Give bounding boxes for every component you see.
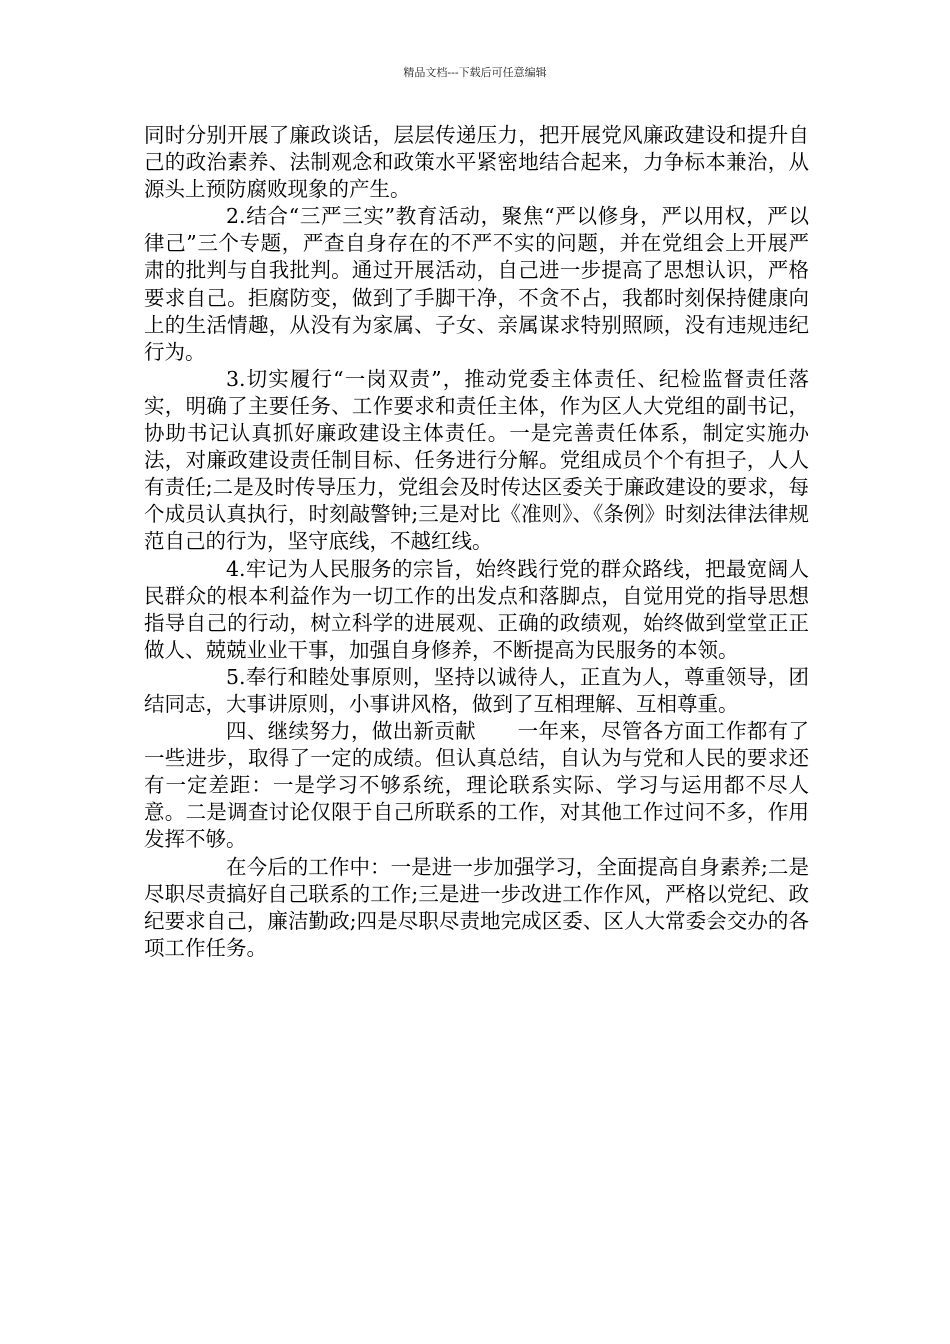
paragraph: 在今后的工作中：一是进一步加强学习，全面提高自身素养;二是尽职尽责搞好自己联系的工作;三是进一步改进工作作风，严格以党纪、政纪要求自己，廉洁勤政;四是尽职尽责地完成区委、区人大常委会交办的各项工作任务。 (144, 854, 809, 960)
paragraph: 4.牢记为人民服务的宗旨，始终践行党的群众路线，把最宽阔人民群众的根本利益作为一切工作的出发点和落脚点，自觉用党的指导思想指导自己的行动，树立科学的进展观、正确的政绩观，始终做到堂堂正正做人、兢兢业业干事，加强自身修养，不断提高为民服务的本领。 (144, 556, 809, 662)
document-body (144, 122, 809, 962)
paragraph: 同时分别开展了廉政谈话，层层传递压力，把开展党风廉政建设和提升自己的政治素养、法制观念和政策水平紧密地结合起来，力争标本兼治，从源头上预防腐败现象的产生。 (144, 123, 809, 202)
page-header: 精品文档---下载后可任意编辑 (403, 66, 547, 79)
paragraph: 5.奉行和睦处事原则，坚持以诚待人，正直为人，尊重领导，团结同志，大事讲原则，小事讲风格，做到了互相理解、互相尊重。 (144, 664, 809, 716)
section-heading-paragraph: 四、继续努力，做出新贡献 一年来，尽管各方面工作都有了一些进步，取得了一定的成绩。但认真总结，自认为与党和人民的要求还有一定差距：一是学习不够系统，理论联系实际、学习与运用都不尽人意。二是调查讨论仅限于自己所联系的工作，对其他工作过问不多，作用发挥不够。 (144, 719, 809, 852)
paragraph: 2.结合“三严三实”教育活动，聚焦“严以修身，严以用权，严以律己”三个专题，严查自身存在的不严不实的问题，并在党组会上开展严肃的批判与自我批判。通过开展活动，自己进一步提高了思想认识，严格要求自己。拒腐防变，做到了手脚干净，不贪不占，我都时刻保持健康向上的生活情趣，从没有为家属、子女、亲属谋求特别照顾，没有违规违纪行为。 (144, 204, 809, 364)
paragraph: 3.切实履行“一岗双责”，推动党委主体责任、纪检监督责任落实，明确了主要任务、工作要求和责任主体，作为区人大党组的副书记，协助书记认真抓好廉政建设主体责任。一是完善责任体系，制定实施办法，对廉政建设责任制目标、任务进行分解。党组成员个个有担子，人人有责任;二是及时传导压力，党组会及时传达区委关于廉政建设的要求，每个成员认真执行，时刻敲警钟;三是对比《准则》、《条例》时刻法律法律规范自己的行为，坚守底线，不越红线。 (144, 366, 809, 554)
